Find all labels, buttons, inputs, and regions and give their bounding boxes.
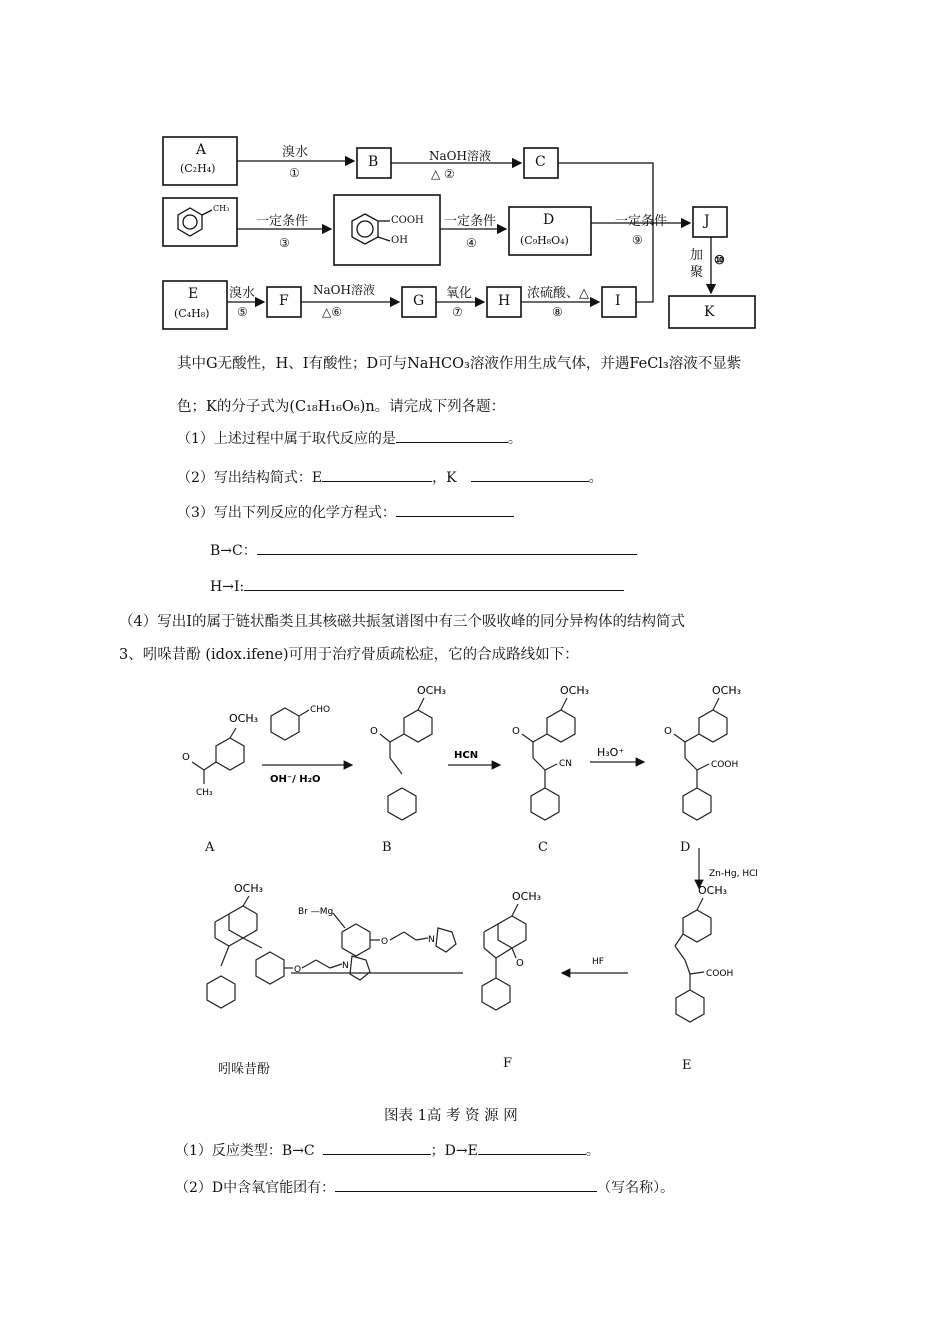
label-product: 吲哚昔酚 xyxy=(218,1062,271,1077)
compound-c-o: O xyxy=(512,726,520,737)
question-3-bc: B→C： xyxy=(210,540,637,560)
sub-question-1-bc-blank[interactable] xyxy=(323,1140,431,1155)
box-g-label: G xyxy=(413,293,425,309)
reaction-10-number: ⑩ xyxy=(714,253,725,267)
compound-c-och3: OCH₃ xyxy=(560,684,590,697)
reaction-8-reagent: 浓硫酸、△ xyxy=(527,286,589,301)
product-n: N xyxy=(342,961,349,971)
product-structure xyxy=(207,896,370,1008)
box-j xyxy=(693,207,727,237)
reaction-4-reagent: 一定条件 xyxy=(444,214,497,229)
reaction-2-number: △ ② xyxy=(431,167,455,181)
reaction-5-reagent: 溴水 xyxy=(229,286,256,301)
reaction-1-number: ① xyxy=(289,166,300,180)
grignard-reagent-structure xyxy=(333,913,456,956)
box-d-formula: (C₉H₈O₄) xyxy=(520,234,569,247)
reagent-b-to-c: HCN xyxy=(454,750,479,761)
reaction-1-reagent: 溴水 xyxy=(282,145,309,160)
salicylic-acid-structure xyxy=(352,214,390,244)
question-1-blank[interactable] xyxy=(396,428,508,443)
reagent-e-to-f: HF xyxy=(592,957,604,967)
label-f: F xyxy=(503,1056,513,1071)
compound-f-och3: OCH₃ xyxy=(512,890,542,903)
reaction-6-reagent: NaOH溶液 xyxy=(313,283,375,297)
label-b: B xyxy=(382,840,392,855)
box-c-label: C xyxy=(535,154,546,170)
salicylic-oh: OH xyxy=(391,235,408,246)
compound-b-structure xyxy=(380,698,432,820)
label-c: C xyxy=(538,840,548,855)
figure-caption: 图表 1高 考 资 源 网 xyxy=(384,1108,518,1124)
question-2-k-blank[interactable] xyxy=(471,467,589,482)
reaction-2-reagent: NaOH溶液 xyxy=(429,149,491,163)
question-3: （3）写出下列反应的化学方程式： xyxy=(177,502,514,522)
reaction-9-reagent: 一定条件 xyxy=(615,214,668,229)
compound-b-och3: OCH₃ xyxy=(417,684,447,697)
reaction-6-number: △⑥ xyxy=(322,305,342,319)
reaction-10-char1: 加 xyxy=(690,248,704,263)
question-3-hi-blank[interactable] xyxy=(244,576,624,591)
box-i-label: I xyxy=(615,293,621,309)
reaction-3-reagent: 一定条件 xyxy=(256,214,309,229)
compound-a-o: O xyxy=(182,752,190,763)
reagent-d-to-e: Zn-Hg, HCl xyxy=(709,869,758,879)
question-3-blank[interactable] xyxy=(396,502,514,517)
label-e: E xyxy=(682,1058,692,1073)
sub-question-2: （2）D中含氧官能团有： （写名称）。 xyxy=(175,1177,674,1197)
reaction-7-number: ⑦ xyxy=(452,305,463,319)
label-d: D xyxy=(680,840,691,855)
compound-e-cooh: COOH xyxy=(706,969,734,979)
grignard-brmg: Br —Mg xyxy=(298,907,334,917)
grignard-o: O xyxy=(381,937,389,947)
toluene-structure xyxy=(178,208,212,236)
compound-d-cooh: COOH xyxy=(711,760,739,770)
reaction-10-char2: 聚 xyxy=(690,265,704,280)
problem-3-intro: 3、吲哚昔酚 (idox.ifene)可用于治疗骨质疏松症，它的合成路线如下： xyxy=(119,647,579,663)
question-3-hi: H→I: xyxy=(210,576,624,595)
box-j-label: J xyxy=(704,213,710,229)
reaction-7-reagent: 氧化 xyxy=(446,286,473,301)
box-b-label: B xyxy=(368,154,379,170)
reaction-5-number: ⑤ xyxy=(237,305,248,319)
product-och3: OCH₃ xyxy=(234,882,264,895)
product-o: O xyxy=(294,965,302,975)
box-e-formula: (C₄H₈) xyxy=(174,307,210,320)
question-2: （2）写出结构简式：E ，K 。 xyxy=(177,467,603,487)
benzaldehyde-structure xyxy=(271,708,309,740)
sub-question-1: （1）反应类型：B→C ；D→E 。 xyxy=(175,1140,600,1160)
reagent-a-to-b: OH⁻/ H₂O xyxy=(270,774,321,785)
compound-b-o: O xyxy=(370,726,378,737)
box-f-label: F xyxy=(279,293,289,309)
compound-d-och3: OCH₃ xyxy=(712,684,742,697)
question-1: （1）上述过程中属于取代反应的是 。 xyxy=(177,428,522,448)
compound-a-och3: OCH₃ xyxy=(229,712,259,725)
reagent-c-to-d: H₃O⁺ xyxy=(597,746,625,759)
reaction-9-number: ⑨ xyxy=(632,233,643,247)
compound-f-o: O xyxy=(516,958,524,969)
reaction-4-number: ④ xyxy=(466,236,477,250)
box-d-label: D xyxy=(543,212,555,228)
reaction-3-number: ③ xyxy=(279,236,290,250)
sub-question-1-de-blank[interactable] xyxy=(478,1140,586,1155)
compound-f-structure xyxy=(482,904,526,1010)
reaction-flow-diagram xyxy=(0,0,950,340)
compound-e-och3: OCH₃ xyxy=(698,884,728,897)
compound-a-ch3: CH₃ xyxy=(196,788,213,798)
benzaldehyde-cho: CHO xyxy=(310,705,331,715)
compound-c-cn: CN xyxy=(559,759,573,769)
compound-e-structure xyxy=(675,898,711,1022)
salicylic-cooh: COOH xyxy=(391,215,424,226)
box-k-label: K xyxy=(704,304,715,320)
question-4: （4）写出I的属于链状酯类且其核磁共振氢谱图中有三个吸收峰的同分异构体的结构简式 xyxy=(119,614,685,630)
box-a-label: A xyxy=(196,142,207,158)
compound-a-structure xyxy=(192,728,244,784)
compound-d-o: O xyxy=(664,726,672,737)
toluene-methyl: CH₃ xyxy=(213,204,230,213)
question-2-e-blank[interactable] xyxy=(322,467,432,482)
box-salicylic xyxy=(334,195,440,265)
grignard-n: N xyxy=(428,935,435,945)
info-line-2: 色；K的分子式为(C₁₈H₁₆O₆)n。请完成下列各题： xyxy=(177,399,506,415)
synthesis-scheme xyxy=(0,670,950,1090)
reaction-8-number: ⑧ xyxy=(552,305,563,319)
compound-d-structure xyxy=(674,698,727,820)
question-3-bc-blank[interactable] xyxy=(257,540,637,555)
box-a-formula: (C₂H₄) xyxy=(180,162,216,175)
info-line-1: 其中G无酸性，H、I有酸性；D可与NaHCO₃溶液作用生成气体，并遇FeCl₃溶液不显紫 xyxy=(177,356,742,372)
box-h-label: H xyxy=(498,293,511,309)
label-a: A xyxy=(205,840,215,855)
sub-question-2-blank[interactable] xyxy=(335,1177,597,1192)
box-e-label: E xyxy=(188,286,199,302)
